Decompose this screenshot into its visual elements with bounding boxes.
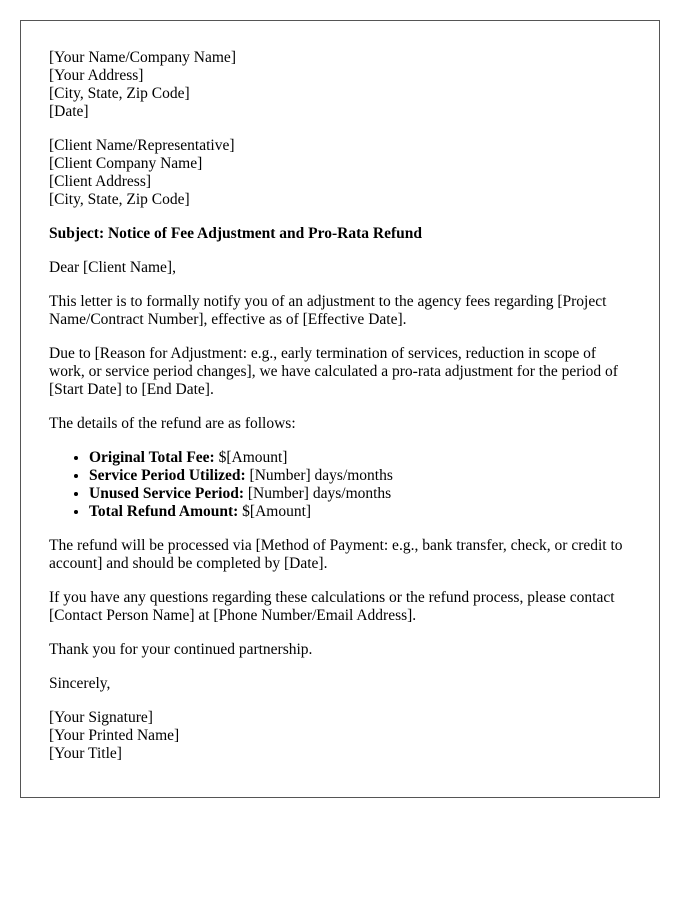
sender-block [49, 49, 631, 121]
sender-address: [Your Address] [49, 67, 144, 84]
refund-detail-value: [Number] days/months [245, 467, 393, 484]
signature-block [49, 709, 631, 763]
recipient-block [49, 137, 631, 209]
signer-title: [Your Title] [49, 745, 122, 762]
list-item [89, 467, 631, 485]
sender-name: [Your Name/Company Name] [49, 49, 236, 66]
questions-paragraph: If you have any questions regarding these calculations or the refund process, please contact [Contact Person Name] at [Phone Number/Email Address]. [49, 589, 615, 624]
intro-paragraph: This letter is to formally notify you of an adjustment to the agency fees regarding [Project Name/Contract Number], effective as of [Effective Date]. [49, 293, 607, 328]
processing-paragraph: The refund will be processed via [Method of Payment: e.g., bank transfer, check, or credit to account] and should be completed by [Date]. [49, 537, 623, 572]
refund-detail-label: Original Total Fee: [89, 449, 215, 466]
letter-page [20, 20, 660, 798]
recipient-name: [Client Name/Representative] [49, 137, 235, 154]
thanks-paragraph: Thank you for your continued partnership. [49, 641, 313, 658]
letter-date: [Date] [49, 103, 89, 120]
refund-detail-value: $[Amount] [238, 503, 312, 520]
list-item [89, 485, 631, 503]
sender-city-state-zip: [City, State, Zip Code] [49, 85, 190, 102]
refund-detail-label: Unused Service Period: [89, 485, 244, 502]
refund-detail-value: [Number] days/months [243, 485, 392, 502]
list-item [89, 449, 631, 467]
salutation: Dear [Client Name], [49, 259, 176, 276]
list-item [89, 503, 631, 521]
details-intro-paragraph: The details of the refund are as follows: [49, 415, 296, 432]
recipient-city-state-zip: [City, State, Zip Code] [49, 191, 190, 208]
reason-paragraph: Due to [Reason for Adjustment: e.g., early termination of services, reduction in scope of work, or service period changes], we have calculated a pro-rata adjustment for the period of [Start Date] to [End Date]. [49, 345, 618, 398]
refund-detail-label: Total Refund Amount: [89, 503, 239, 520]
signature-line: [Your Signature] [49, 709, 153, 726]
valediction: Sincerely, [49, 675, 111, 692]
printed-name: [Your Printed Name] [49, 727, 180, 744]
subject-line: Subject: Notice of Fee Adjustment and Pro-Rata Refund [49, 225, 422, 242]
refund-detail-value: $[Amount] [214, 449, 288, 466]
recipient-address: [Client Address] [49, 173, 152, 190]
recipient-company: [Client Company Name] [49, 155, 203, 172]
refund-detail-label: Service Period Utilized: [89, 467, 246, 484]
refund-details-list [49, 449, 631, 521]
